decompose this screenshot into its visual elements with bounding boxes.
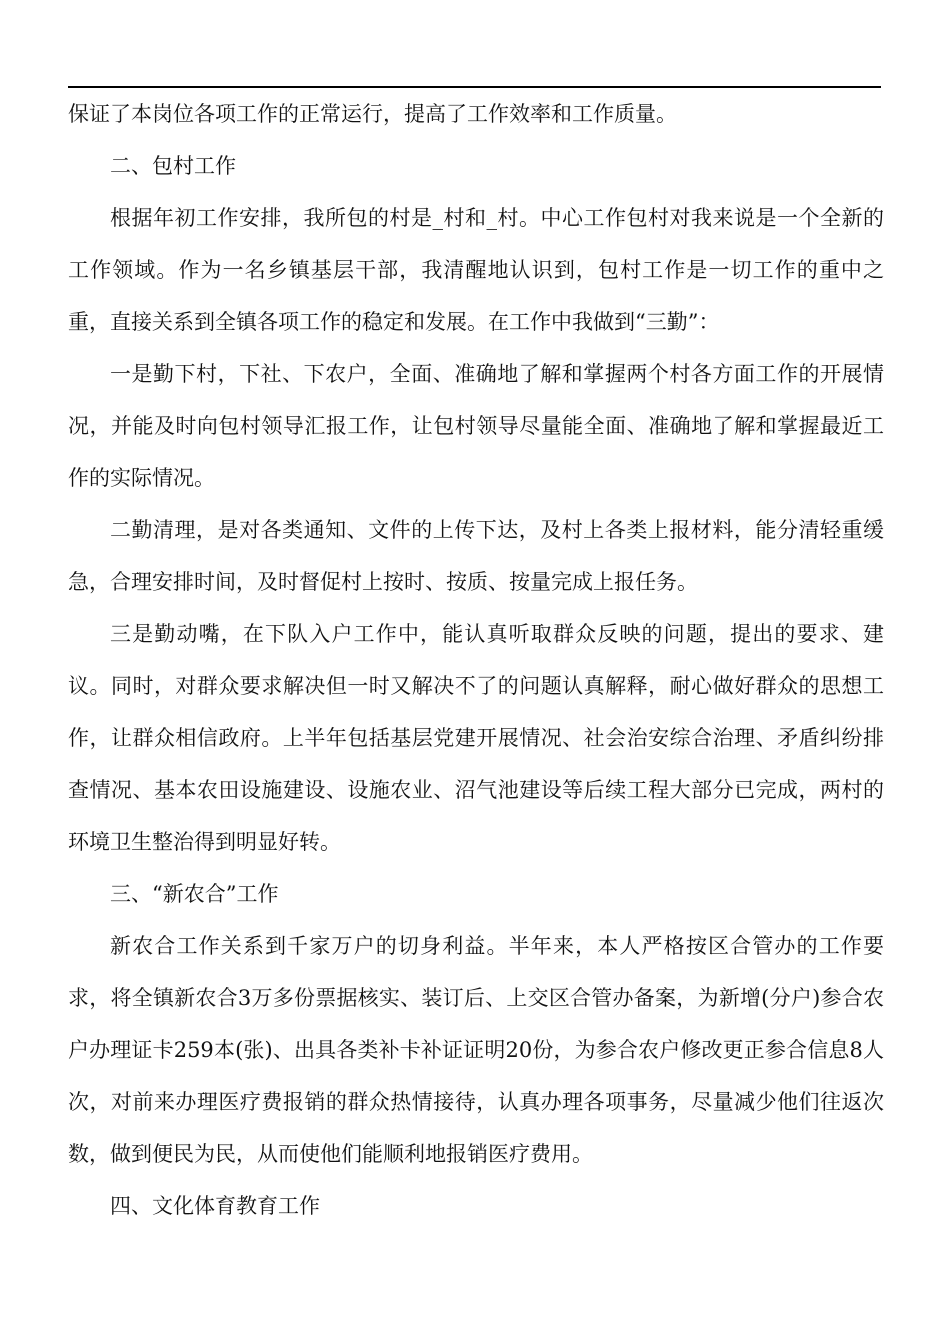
paragraph-village-intro: 根据年初工作安排，我所包的村是_村和_村。中心工作包村对我来说是一个全新的工作领域。作为一名乡镇基层干部，我清醒地认识到，包村工作是一切工作的重中之重，直接关系到全镇各项工作的稳定和发展。在工作中我做到“三勤”： [68,206,884,334]
section-heading-ncms: 三、“新农合”工作 [110,882,279,906]
paragraph-continuation: 保证了本岗位各项工作的正常运行，提高了工作效率和工作质量。 [68,102,677,126]
document-body [68,88,884,1232]
paragraph-third-diligence: 三是勤动嘴，在下队入户工作中，能认真听取群众反映的问题，提出的要求、建议。同时，对群众要求解决但一时又解决不了的问题认真解释，耐心做好群众的思想工作，让群众相信政府。上半年包括基层党建开展情况、社会治安综合治理、矛盾纠纷排查情况、基本农田设施建设、设施农业、沼气池建设等后续工程大部分已完成，两村的环境卫生整治得到明显好转。 [68,622,884,854]
paragraph-second-diligence: 二勤清理，是对各类通知、文件的上传下达，及村上各类上报材料，能分清轻重缓急，合理安排时间，及时督促村上按时、按质、按量完成上报任务。 [68,518,884,594]
paragraph-first-diligence: 一是勤下村，下社、下农户，全面、准确地了解和掌握两个村各方面工作的开展情况，并能及时向包村领导汇报工作，让包村领导尽量能全面、准确地了解和掌握最近工作的实际情况。 [68,362,884,490]
paragraph-ncms: 新农合工作关系到千家万户的切身利益。半年来，本人严格按区合管办的工作要求，将全镇新农合3万多份票据核实、装订后、上交区合管办备案，为新增(分户)参合农户办理证卡259本(张)、出具各类补卡补证证明20份，为参合农户修改更正参合信息8人次，对前来办理医疗费报销的群众热情接待，认真办理各项事务，尽量减少他们往返次数，做到便民为民，从而使他们能顺利地报销医疗费用。 [68,934,884,1166]
section-heading-village: 二、包村工作 [110,154,236,178]
section-heading-culture: 四、文化体育教育工作 [110,1194,320,1218]
